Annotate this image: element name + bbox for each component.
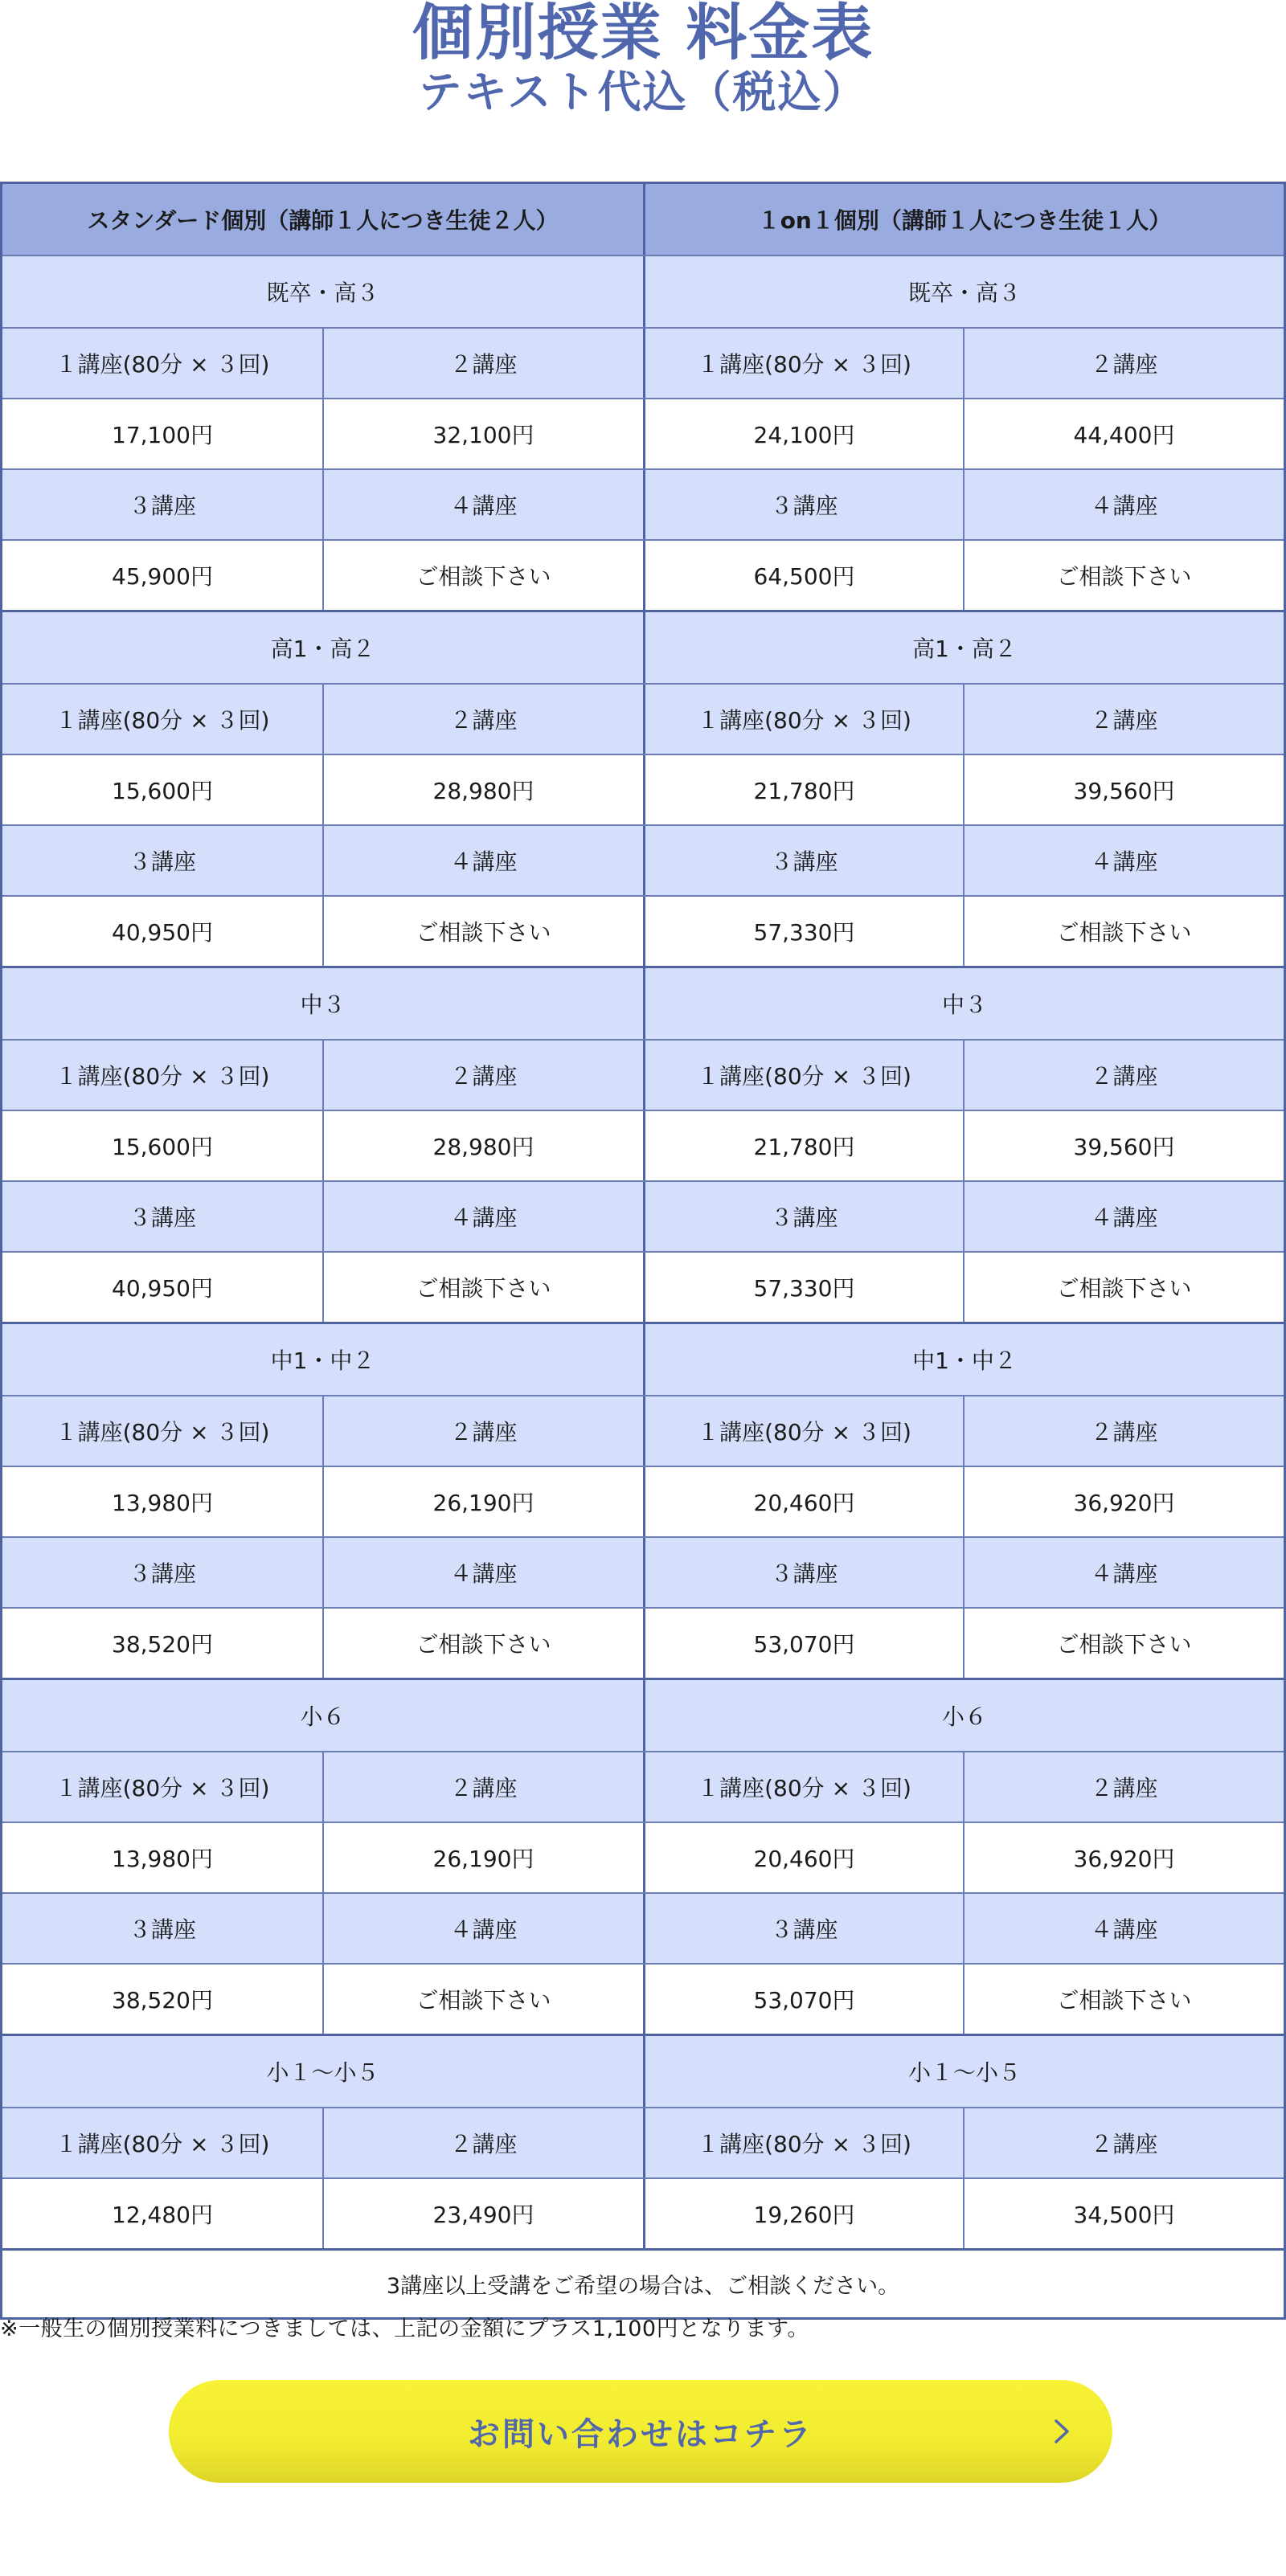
table-note-row — [2, 2248, 1284, 2317]
course-label: ３講座 — [128, 848, 196, 875]
price-cell: 64,500円 — [643, 541, 963, 610]
grade-label-standard: 既卒・高３ — [266, 280, 379, 306]
grade-label-standard: 中３ — [300, 992, 346, 1018]
price-cell: 26,190円 — [322, 1823, 643, 1892]
grade-row — [2, 612, 1284, 683]
price-row — [2, 754, 1284, 824]
course-label-row — [2, 327, 1284, 398]
course-label: ２講座 — [963, 1396, 1284, 1466]
price-cell: 17,100円 — [112, 422, 213, 448]
course-label-row — [2, 1751, 1284, 1822]
grade-label-one-on-one: 小６ — [643, 1680, 1284, 1751]
grade-row — [2, 1680, 1284, 1751]
price-cell: 53,070円 — [643, 1609, 963, 1678]
course-label-row — [2, 1395, 1284, 1466]
course-label: ３講座 — [643, 1538, 963, 1607]
course-label: ２講座 — [322, 2108, 643, 2177]
course-label: ２講座 — [322, 685, 643, 754]
course-label: ４講座 — [322, 826, 643, 895]
price-cell: 13,980円 — [112, 1490, 213, 1516]
course-label: １講座(80分 × ３回) — [643, 1396, 963, 1466]
grade-row — [2, 2036, 1284, 2107]
price-cell: ご相談下さい — [322, 1965, 643, 2034]
price-cell: ご相談下さい — [963, 1965, 1284, 2034]
price-row — [2, 1110, 1284, 1180]
price-cell: 38,520円 — [112, 1987, 213, 2014]
price-cell: 39,560円 — [963, 755, 1284, 824]
course-label-row — [2, 2107, 1284, 2177]
price-cell: 13,980円 — [112, 1846, 213, 1872]
price-cell: 15,600円 — [112, 1134, 213, 1160]
course-label-row — [2, 1536, 1284, 1607]
price-cell: ご相談下さい — [963, 541, 1284, 610]
price-cell: 53,070円 — [643, 1965, 963, 2034]
course-label: ３講座 — [128, 1560, 196, 1587]
page-title: 個別授業 料金表 — [412, 0, 874, 68]
price-cell: 57,330円 — [643, 897, 963, 966]
course-label-row — [2, 1180, 1284, 1251]
course-label: ２講座 — [963, 329, 1284, 398]
grade-label-one-on-one: 既卒・高３ — [643, 256, 1284, 327]
course-label: ２講座 — [322, 1041, 643, 1110]
course-label: ４講座 — [322, 1182, 643, 1251]
course-label: １講座(80分 × ３回) — [55, 2131, 270, 2157]
course-label: ２講座 — [322, 329, 643, 398]
price-row — [2, 539, 1284, 610]
course-label: ４講座 — [963, 826, 1284, 895]
price-cell: ご相談下さい — [322, 1609, 643, 1678]
grade-block — [2, 1322, 1284, 1678]
grade-label-standard: 中1・中２ — [270, 1347, 375, 1374]
grade-block — [2, 255, 1284, 610]
price-cell: ご相談下さい — [963, 1609, 1284, 1678]
grade-label-one-on-one: 中３ — [643, 968, 1284, 1039]
course-label: １講座(80分 × ３回) — [643, 1041, 963, 1110]
price-row — [2, 1822, 1284, 1892]
grade-block — [2, 610, 1284, 966]
price-cell: 34,500円 — [963, 2179, 1284, 2248]
price-row — [2, 895, 1284, 966]
price-row — [2, 1251, 1284, 1322]
price-cell: ご相談下さい — [322, 897, 643, 966]
course-label-row — [2, 468, 1284, 539]
table-bottom-note: 3講座以上受講をご希望の場合は、ご相談ください。 — [2, 2251, 1284, 2317]
grade-block — [2, 2034, 1284, 2248]
price-cell: 44,400円 — [963, 399, 1284, 468]
price-cell: 23,490円 — [322, 2179, 643, 2248]
course-label: ２講座 — [963, 2108, 1284, 2177]
price-cell: 21,780円 — [643, 1111, 963, 1180]
course-label: １講座(80分 × ３回) — [643, 1752, 963, 1822]
price-cell: 45,900円 — [112, 563, 213, 590]
price-cell: ご相談下さい — [963, 897, 1284, 966]
course-label: ４講座 — [322, 1538, 643, 1607]
course-label: ３講座 — [128, 1204, 196, 1231]
price-cell: ご相談下さい — [322, 1253, 643, 1322]
course-label: ３講座 — [643, 1894, 963, 1963]
course-label: １講座(80分 × ３回) — [643, 2108, 963, 2177]
price-cell: 38,520円 — [112, 1631, 213, 1658]
price-row — [2, 1963, 1284, 2034]
grade-label-standard: 小１～小５ — [266, 2059, 379, 2086]
price-cell: 36,920円 — [963, 1823, 1284, 1892]
price-cell: 28,980円 — [322, 1111, 643, 1180]
course-label: ２講座 — [963, 685, 1284, 754]
price-cell: ご相談下さい — [322, 541, 643, 610]
price-cell: 26,190円 — [322, 1467, 643, 1536]
course-label: ３講座 — [643, 826, 963, 895]
course-label-row — [2, 1039, 1284, 1110]
price-cell: 36,920円 — [963, 1467, 1284, 1536]
contact-button-label: お問い合わせはコチラ — [468, 2415, 813, 2453]
grade-block — [2, 1678, 1284, 2034]
price-row — [2, 398, 1284, 468]
course-label: ４講座 — [963, 1182, 1284, 1251]
title-area — [0, 0, 1286, 122]
grade-block — [2, 966, 1284, 1322]
course-label: １講座(80分 × ３回) — [55, 1419, 270, 1445]
grade-label-standard: 高1・高２ — [270, 636, 375, 662]
chevron-right-icon — [1046, 2417, 1075, 2446]
contact-button[interactable] — [169, 2380, 1112, 2483]
price-cell: 28,980円 — [322, 755, 643, 824]
course-label: ４講座 — [963, 1538, 1284, 1607]
course-label: ２講座 — [322, 1752, 643, 1822]
course-label: ３講座 — [128, 1916, 196, 1943]
price-cell: 20,460円 — [643, 1823, 963, 1892]
course-label: １講座(80分 × ３回) — [55, 707, 270, 734]
grade-row — [2, 256, 1284, 327]
price-cell: 40,950円 — [112, 919, 213, 946]
column-header-standard: スタンダード個別（講師１人につき生徒２人） — [87, 207, 559, 234]
price-cell: 12,480円 — [112, 2202, 213, 2228]
price-row — [2, 1607, 1284, 1678]
page-subtitle: テキスト代込（税込） — [418, 67, 868, 117]
course-label: ４講座 — [322, 1894, 643, 1963]
course-label: ４講座 — [963, 470, 1284, 539]
grade-row — [2, 968, 1284, 1039]
price-cell: 20,460円 — [643, 1467, 963, 1536]
course-label: １講座(80分 × ３回) — [55, 351, 270, 378]
course-label: ３講座 — [643, 1182, 963, 1251]
price-cell: 32,100円 — [322, 399, 643, 468]
course-label: ２講座 — [322, 1396, 643, 1466]
column-header-one-on-one: １on１個別（講師１人につき生徒１人） — [643, 184, 1284, 255]
grade-label-one-on-one: 小１～小５ — [643, 2036, 1284, 2107]
footnote: ※一般生の個別授業料につきましては、上記の金額にプラス1,100円となります。 — [0, 2316, 809, 2341]
course-label: １講座(80分 × ３回) — [643, 685, 963, 754]
price-cell: ご相談下さい — [963, 1253, 1284, 1322]
price-cell: 57,330円 — [643, 1253, 963, 1322]
course-label-row — [2, 824, 1284, 895]
price-cell: 15,600円 — [112, 778, 213, 804]
course-label: ２講座 — [963, 1752, 1284, 1822]
price-cell: 21,780円 — [643, 755, 963, 824]
grade-label-standard: 小６ — [300, 1703, 346, 1730]
course-label: １講座(80分 × ３回) — [643, 329, 963, 398]
course-label: ４講座 — [963, 1894, 1284, 1963]
price-cell: 40,950円 — [112, 1275, 213, 1302]
price-cell: 39,560円 — [963, 1111, 1284, 1180]
table-body — [2, 255, 1284, 2248]
course-label: １講座(80分 × ３回) — [55, 1775, 270, 1801]
course-label: ３講座 — [643, 470, 963, 539]
grade-label-one-on-one: 中1・中２ — [643, 1324, 1284, 1395]
course-label-row — [2, 683, 1284, 754]
course-label: ４講座 — [322, 470, 643, 539]
course-label-row — [2, 1892, 1284, 1963]
price-table — [0, 182, 1286, 2320]
grade-row — [2, 1324, 1284, 1395]
price-cell: 24,100円 — [643, 399, 963, 468]
price-row — [2, 2177, 1284, 2248]
course-label: １講座(80分 × ３回) — [55, 1063, 270, 1090]
price-row — [2, 1466, 1284, 1536]
table-header-row — [2, 184, 1284, 255]
course-label: ２講座 — [963, 1041, 1284, 1110]
price-cell: 19,260円 — [643, 2179, 963, 2248]
grade-label-one-on-one: 高1・高２ — [643, 612, 1284, 683]
course-label: ３講座 — [128, 493, 196, 519]
